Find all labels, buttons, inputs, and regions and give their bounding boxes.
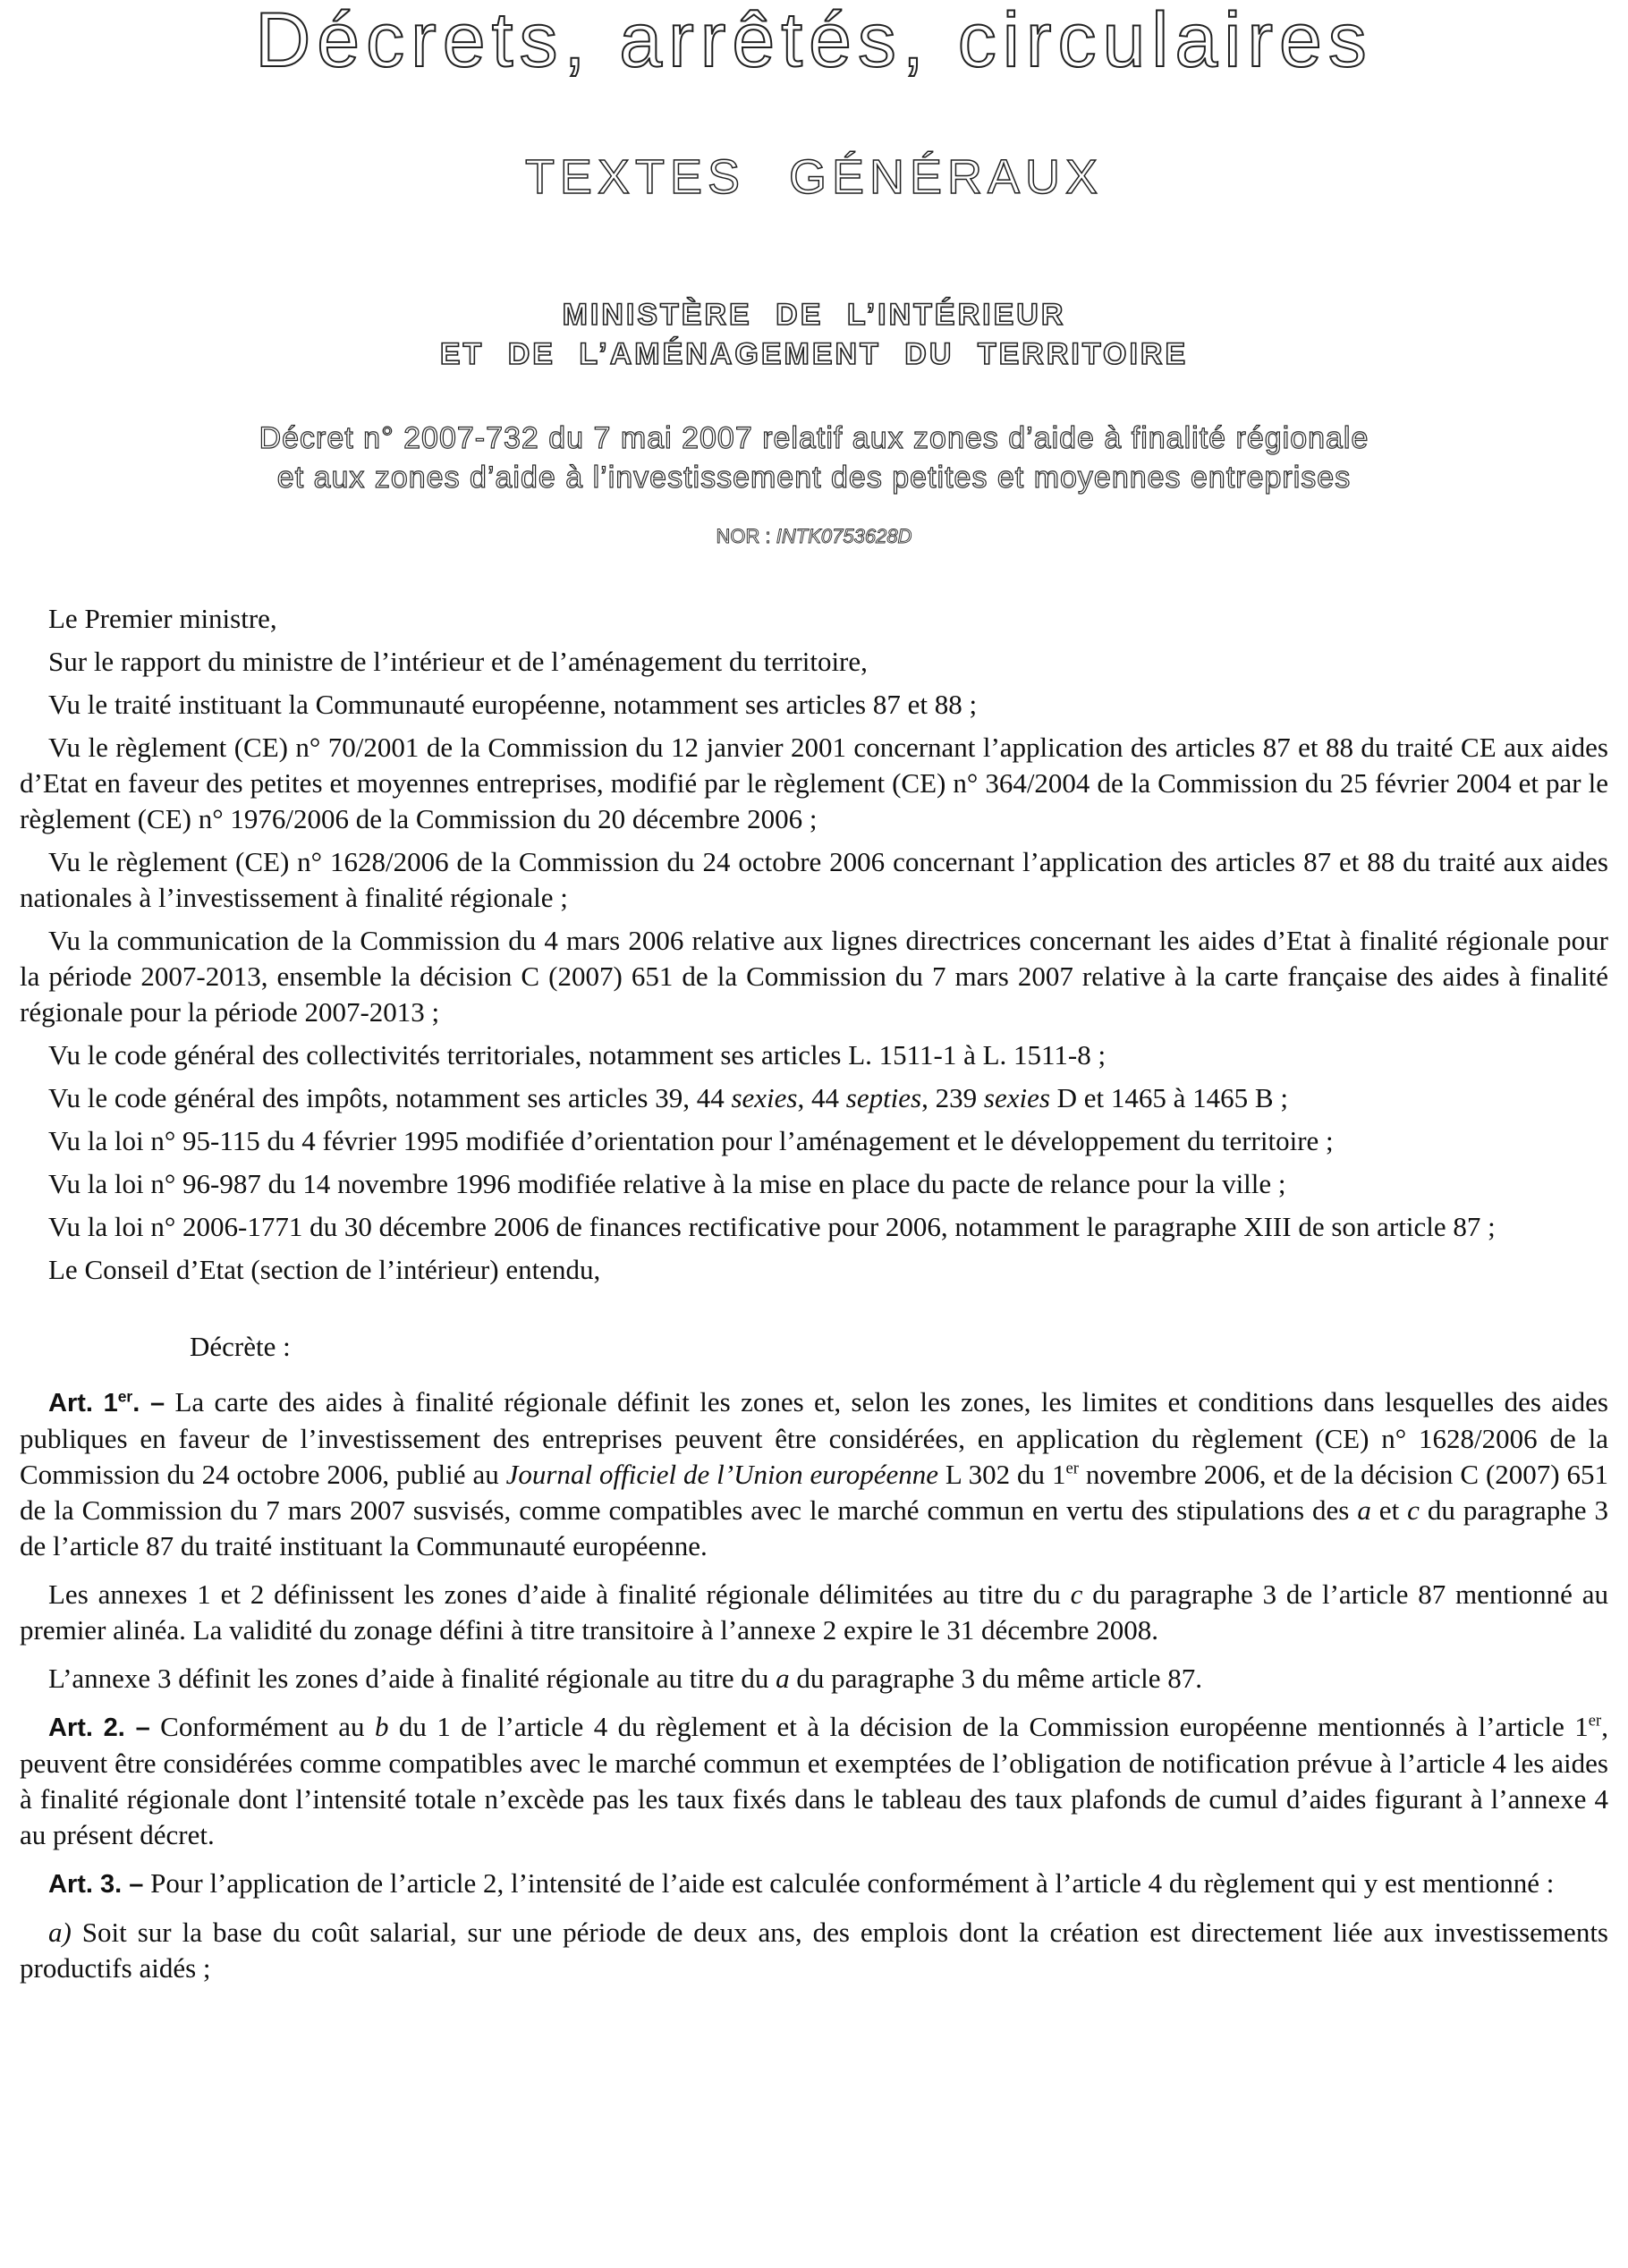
preamble-vu-loi-95-115: Vu la loi n° 95-115 du 4 février 1995 modifiée d’orientation pour l’aménagement et le développement du territoire ; [48, 1125, 1334, 1156]
text-run: , 239 [921, 1082, 984, 1113]
journal-officiel-title: Journal officiel de l’Union européenne [505, 1459, 938, 1490]
decree-body [20, 601, 1608, 1999]
ministry-heading [0, 295, 1628, 374]
superscript: er [117, 1387, 133, 1406]
text-run-italic: c [1070, 1578, 1083, 1610]
text-run-italic: sexies [731, 1082, 798, 1113]
text-run-italic: sexies [983, 1082, 1050, 1113]
preamble-rapport: Sur le rapport du ministre de l’intérieur et de l’aménagement du territoire, [48, 646, 868, 677]
preamble-vu-traite: Vu le traité instituant la Communauté européenne, notamment ses articles 87 et 88 ; [48, 689, 978, 720]
ministry-line-2: ET DE L’AMÉNAGEMENT DU TERRITOIRE [439, 337, 1189, 371]
text-run: Pour l’application de l’article 2, l’intensité de l’aide est calculée conformément à l’article 4 du règlement qui y est mentionné : [143, 1867, 1555, 1899]
item-letter: a) [48, 1917, 72, 1948]
text-run: L 302 du 1 [937, 1459, 1066, 1490]
decree-title [0, 419, 1628, 497]
superscript: er [1065, 1459, 1079, 1478]
decrete-heading: Décrète : [190, 1331, 291, 1362]
preamble-vu-communication: Vu la communication de la Commission du 4 mars 2006 relative aux lignes directrices concernant les aides d’Etat à finalité régionale pour la période 2007-2013, ensemble la décision C (2007) 651 de la Commission du 7 mars 2007 relative à la carte française des aides à finalité régionale pour la période 2007-2013 ; [20, 925, 1608, 1028]
article-3-item-a [20, 1915, 1608, 1986]
text-run: Soit sur la base du coût salarial, sur une période de deux ans, des emplois dont la création est directement liée aux investissements productifs aidés ; [20, 1917, 1608, 1984]
article-label-text: Art. 1 [48, 1389, 118, 1418]
preamble-premier-ministre: Le Premier ministre, [48, 603, 277, 634]
preamble-vu-reglement-1628-2006: Vu le règlement (CE) n° 1628/2006 de la Commission du 24 octobre 2006 concernant l’application des articles 87 et 88 du traité aux aides nationales à l’investissement à finalité régionale ; [20, 846, 1608, 913]
text-run: du paragraphe 3 du même article 87. [789, 1663, 1203, 1694]
preamble-vu-code-impots [20, 1080, 1608, 1116]
main-heading: Décrets, arrêtés, circulaires [255, 0, 1373, 83]
text-run-italic: b [374, 1711, 389, 1742]
preamble-vu-loi-2006-1771: Vu la loi n° 2006-1771 du 30 décembre 2006 de finances rectificative pour 2006, notamment le paragraphe XIII de son article 87 ; [48, 1211, 1496, 1242]
text-run: Vu le code général des impôts, notamment ses articles 39, 44 [48, 1082, 732, 1113]
text-run-italic: c [1407, 1494, 1420, 1526]
text-run: et [1370, 1494, 1408, 1526]
preamble-vu-code-collectivites: Vu le code général des collectivités territoriales, notamment ses articles L. 1511-1 à L. 1511-8 ; [48, 1039, 1107, 1071]
superscript: er [1588, 1711, 1602, 1731]
text-run: du paragraphe 3 de l’article 87 mentionné au premier alinéa. La validité du zonage défini à titre transitoire à l’annexe 2 expire le 31 décembre 2008. [20, 1578, 1608, 1646]
section-heading: TEXTES GÉNÉRAUX [524, 150, 1104, 204]
text-run: Conformément au [149, 1711, 375, 1742]
preamble-vu-reglement-70-2001: Vu le règlement (CE) n° 70/2001 de la Commission du 12 janvier 2001 concernant l’application des articles 87 et 88 du traité CE aux aides d’Etat en faveur des petites et moyennes entreprises, modifié par le règlement (CE) n° 364/2004 de la Commission du 25 février 2004 et par le règlement (CE) n° 1976/2006 de la Commission du 20 décembre 2006 ; [20, 732, 1608, 834]
article-1 [20, 1384, 1608, 1564]
text-run: du paragraphe 3 de l’article 87 du traité instituant la Communauté européenne. [20, 1494, 1609, 1561]
ministry-line-1: MINISTÈRE DE L’INTÉRIEUR [562, 298, 1066, 332]
preamble-conseil-etat: Le Conseil d’Etat (section de l’intérieur) entendu, [48, 1254, 601, 1285]
text-run: La carte des aides à finalité régionale définit les zones et, selon les zones, les limites et conditions dans lesquelles des aides publiques en faveur de l’investissement des entreprises peuvent être considérées, en application du règlement (CE) n° 1628/2006 de la Commission du 24 octobre 2006, publié au [20, 1386, 1608, 1490]
text-run: , 44 [797, 1082, 846, 1113]
text-run-italic: a [1357, 1494, 1371, 1526]
nor-label: NOR : [716, 525, 771, 547]
preamble-vu-loi-96-987: Vu la loi n° 96-987 du 14 novembre 1996 modifiée relative à la mise en place du pacte de relance pour la ville ; [48, 1168, 1286, 1199]
text-run: L’annexe 3 définit les zones d’aide à finalité régionale au titre du [48, 1663, 776, 1694]
text-run: D et 1465 à 1465 B ; [1049, 1082, 1288, 1113]
article-2 [20, 1709, 1608, 1853]
text-run-italic: septies [845, 1082, 922, 1113]
article-label-dash: . – [132, 1389, 165, 1418]
article-3-label: Art. 3. – [48, 1870, 144, 1899]
text-run: , peuvent être considérées comme compatibles avec le marché commun et exemptées de l’obligation de notification prévue à l’article 4 les aides à finalité régionale dont l’intensité totale n’excède pas les taux fixés dans le tableau des taux plafonds de cumul d’aides figurant à l’annexe 4 au présent décret. [20, 1711, 1608, 1850]
text-run: novembre 2006, et de la décision C (2007) 651 de la Commission du 7 mars 2007 susvisés, comme compatibles avec le marché commun en vertu des stipulations des [20, 1459, 1609, 1526]
text-run: du 1 de l’article 4 du règlement et à la décision de la Commission européenne mentionnés à l’article 1 [388, 1711, 1589, 1742]
article-1-paragraph-3 [20, 1661, 1608, 1697]
nor-code: INTK0753628D [776, 525, 912, 547]
nor-reference [0, 524, 1628, 549]
text-run: Les annexes 1 et 2 définissent les zones d’aide à finalité régionale délimitées au titre du [48, 1578, 1071, 1610]
decree-title-line-1: Décret n° 2007-732 du 7 mai 2007 relatif aux zones d’aide à finalité régionale [259, 421, 1369, 455]
article-1-paragraph-2 [20, 1577, 1608, 1648]
decree-title-line-2: et aux zones d’aide à l’investissement des petites et moyennes entreprises [276, 461, 1352, 495]
text-run-italic: a [776, 1663, 790, 1694]
article-2-label: Art. 2. – [48, 1714, 150, 1742]
article-3 [20, 1866, 1608, 1902]
article-1-label [48, 1389, 165, 1418]
